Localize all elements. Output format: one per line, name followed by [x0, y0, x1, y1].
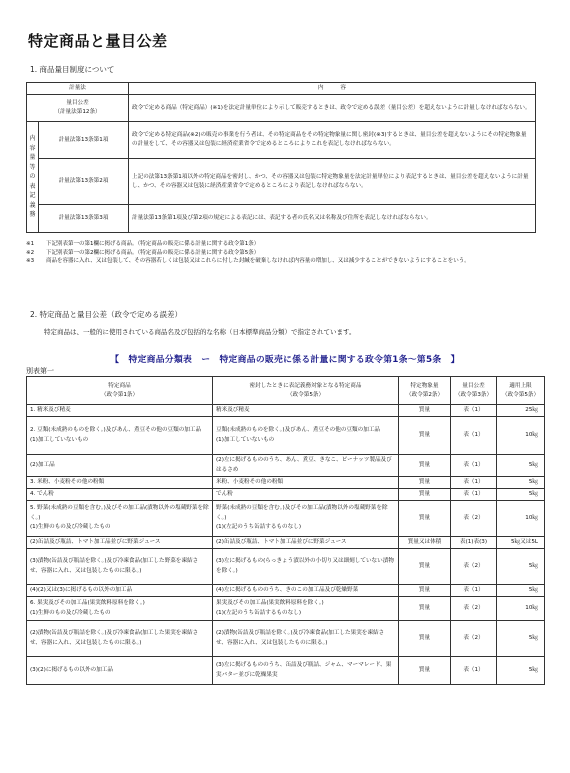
footnotes — [26, 240, 536, 266]
quantity-cell: 質量 — [399, 501, 451, 537]
content-cell: 上記の法第13条第1項以外の特定商品を密封し、かつ、その容器又は包装に特定物象量を法定計量単位により表記するときは、量目公差を超えないように計量し、かつ、その容器又は包装に経済産業省令で定めるところにより表記しなければならない。 — [129, 159, 536, 205]
footnote: ※2 下記別表第一の第2欄に掲げる商品。（特定商品の販売に係る計量に関する政令第5条） — [26, 249, 260, 256]
goods-cell: 4. でん粉 — [27, 489, 213, 501]
quantity-cell: 質量 — [399, 549, 451, 585]
col-header-law: 計量法 — [27, 83, 129, 95]
table-row — [27, 455, 545, 477]
upper-limit-cell: 25㎏ — [497, 405, 545, 417]
table-row — [27, 489, 545, 501]
classification-banner: 【 特定商品分類表 ー 特定商品の販売に係る計量に関する政令第1条～第5条 】 — [110, 355, 460, 365]
goods-cell: 6. 果実及びその加工品(果実飲料原料を除く。) (1)生鮮のもの及び冷蔵したもの — [27, 597, 213, 621]
quantity-cell: 質量 — [399, 585, 451, 597]
sealed-goods-cell: (4)左に掲げるもののうち、きのこの加工品及び乾燥野菜 — [213, 585, 399, 597]
sealed-goods-cell: (2)漬物(缶詰及び瓶詰を除く。)及び冷凍食品(加工した果実を凍結させ、容器に入れ、又は包装したものに限る。) — [213, 621, 399, 657]
tolerance-cell: 表（2） — [451, 597, 497, 621]
col-header-goods: 特定商品 （政令第1条） — [27, 377, 213, 405]
specified-goods-table — [26, 376, 545, 685]
upper-limit-cell: 5㎏又は5L — [497, 537, 545, 549]
quantity-cell: 質量 — [399, 477, 451, 489]
goods-cell: (2)漬物(缶詰及び瓶詰を除く。)及び冷凍食品(加工した果実を凍結させ、容器に入れ、又は包装したものに限る。) — [27, 621, 213, 657]
group-label-cell: 内容量等の表記義務 — [27, 122, 39, 233]
goods-cell: (2)缶詰及び瓶詰、トマト加工品並びに野菜ジュース — [27, 537, 213, 549]
quantity-cell: 質量 — [399, 621, 451, 657]
section2-heading: 2. 特定商品と量目公差（政令で定める誤差） — [30, 310, 183, 319]
sealed-goods-cell: (2)左に掲げるもののうち、あん、煮豆、きなこ、ピーナッツ製品及びはるさめ — [213, 455, 399, 477]
sealed-goods-cell: (2)缶詰及び瓶詰、トマト加工品並びに野菜ジュース — [213, 537, 399, 549]
goods-cell: 5. 野菜(未成熟の豆類を含む。)及びその加工品(漬物以外の塩蔵野菜を除く。) (1)生鮮のもの及び冷蔵したもの — [27, 501, 213, 537]
footnote: ※3 商品を容器に入れ、又は包装して、その容器若しくは包装又はこれらに付した封緘を破棄しなければ内容量の増加し、又は減少することができないようにすることをいう。 — [26, 258, 470, 265]
law-cell: 計量法第13条第2項 — [39, 159, 129, 205]
tolerance-cell: 表（1） — [451, 489, 497, 501]
table-row — [27, 417, 545, 455]
sealed-goods-cell: (3)左に掲げるもの(らっきょう漬以外の小切り又は細刻していない漬物を除く。) — [213, 549, 399, 585]
content-cell: 計量法第13条第1項及び第2項の規定による表記には、表記する者の氏名又は名称及び住所を表記しなければならない。 — [129, 205, 536, 233]
table-row — [27, 585, 545, 597]
measurement-system-table — [26, 82, 536, 233]
table-row — [27, 621, 545, 657]
law-cell: 量目公差 （計量法第12条） — [27, 95, 129, 122]
section1-heading: 1. 商品量目制度について — [30, 65, 115, 74]
col-header-tolerance: 量目公差 （政令第3条） — [451, 377, 497, 405]
law-cell: 計量法第13条第1項 — [39, 122, 129, 159]
table-row — [27, 501, 545, 537]
tolerance-cell: 表（1） — [451, 417, 497, 455]
col-header-upper-limit: 適用上限 （政令第5条） — [497, 377, 545, 405]
tolerance-cell: 表（1） — [451, 657, 497, 685]
sealed-goods-cell: 野菜(未成熟の豆類を含む。)及びその加工品(漬物以外の塩蔵野菜を除く。) (1)(左記のうち缶詰するものなし) — [213, 501, 399, 537]
tolerance-cell: 表（1） — [451, 405, 497, 417]
sealed-goods-cell: 精米及び精麦 — [213, 405, 399, 417]
upper-limit-cell: 5㎏ — [497, 621, 545, 657]
upper-limit-cell: 5㎏ — [497, 657, 545, 685]
col-header-content: 内 容 — [129, 83, 536, 95]
content-cell: 政令で定める商品（特定商品）(※1)を法定計量単位により示して販売するときは、政令で定める誤差（量目公差）を超えないように計量しなければならない。 — [129, 95, 536, 122]
upper-limit-cell: 5㎏ — [497, 549, 545, 585]
goods-cell: 3. 米粉、小麦粉その他の粉類 — [27, 477, 213, 489]
table-row — [27, 549, 545, 585]
upper-limit-cell: 5㎏ — [497, 585, 545, 597]
table-row — [27, 405, 545, 417]
sealed-goods-cell: 果実及びその加工品(果実飲料原料を除く。) (1)(左記のうち缶詰するものなし) — [213, 597, 399, 621]
goods-cell: (2)加工品 — [27, 455, 213, 477]
tolerance-cell: 表（1） — [451, 477, 497, 489]
tolerance-cell: 表（1） — [451, 585, 497, 597]
col-header-sealed-goods: 密封したときに表記義務対象となる特定商品 （政令第5条） — [213, 377, 399, 405]
goods-cell: (3)(2)に掲げるもの以外の加工品 — [27, 657, 213, 685]
quantity-cell: 質量又は体積 — [399, 537, 451, 549]
sealed-goods-cell: 米粉、小麦粉その他の粉類 — [213, 477, 399, 489]
quantity-cell: 質量 — [399, 417, 451, 455]
law-cell: 計量法第13条第3項 — [39, 205, 129, 233]
goods-cell: (4)(2)又は(3)に掲げるもの以外の加工品 — [27, 585, 213, 597]
goods-cell: (3)漬物(缶詰及び瓶詰を除く。)及び冷凍食品(加工した野菜を凍結させ、容器に入れ、又は包装したものに限る。) — [27, 549, 213, 585]
col-header-quantity: 特定物象量 （政令第2条） — [399, 377, 451, 405]
quantity-cell: 質量 — [399, 657, 451, 685]
sealed-goods-cell: でん粉 — [213, 489, 399, 501]
upper-limit-cell: 5㎏ — [497, 489, 545, 501]
table-row — [27, 657, 545, 685]
quantity-cell: 質量 — [399, 405, 451, 417]
page-title: 特定商品と量目公差 — [28, 32, 168, 50]
tolerance-cell: 表（1） — [451, 455, 497, 477]
quantity-cell: 質量 — [399, 597, 451, 621]
upper-limit-cell: 10㎏ — [497, 501, 545, 537]
upper-limit-cell: 5㎏ — [497, 455, 545, 477]
appendix-label: 別表第一 — [26, 367, 54, 375]
goods-cell: 1. 精米及び精麦 — [27, 405, 213, 417]
table-row — [27, 597, 545, 621]
sealed-goods-cell: 豆類(未成熟のものを除く。)及びあん、煮豆その他の豆類の加工品 (1)加工していないもの — [213, 417, 399, 455]
footnote: ※1 下記別表第一の第1欄に掲げる商品。（特定商品の販売に係る計量に関する政令第1条） — [26, 241, 260, 247]
quantity-cell: 質量 — [399, 455, 451, 477]
table-row — [27, 477, 545, 489]
tolerance-cell: 表（2） — [451, 501, 497, 537]
tolerance-cell: 表(1)表(3) — [451, 537, 497, 549]
tolerance-cell: 表（2） — [451, 621, 497, 657]
upper-limit-cell: 10㎏ — [497, 597, 545, 621]
quantity-cell: 質量 — [399, 489, 451, 501]
sealed-goods-cell: (3)左に掲げるもののうち、缶詰及び瓶詰、ジャム、マーマレード、果実バター並びに乾燥果実 — [213, 657, 399, 685]
table-row — [27, 537, 545, 549]
content-cell: 政令で定める特定商品(※2)の販売の事業を行う者は、その特定商品をその特定物象量に関し密封(※3)するときは、量目公差を超えないようにその特定物象量の計量をして、その容器又は包装に経済産業省令で定めるところによりこれを表記しなければならない。 — [129, 122, 536, 159]
upper-limit-cell: 5㎏ — [497, 477, 545, 489]
upper-limit-cell: 10㎏ — [497, 417, 545, 455]
section2-description: 特定商品は、一般的に使用されている商品名及び包括的な名称（日本標準商品分類）で指定されています。 — [44, 328, 356, 336]
goods-cell: 2. 豆類(未成熟のものを除く。)及びあん、煮豆その他の豆類の加工品 (1)加工していないもの — [27, 417, 213, 455]
tolerance-cell: 表（2） — [451, 549, 497, 585]
